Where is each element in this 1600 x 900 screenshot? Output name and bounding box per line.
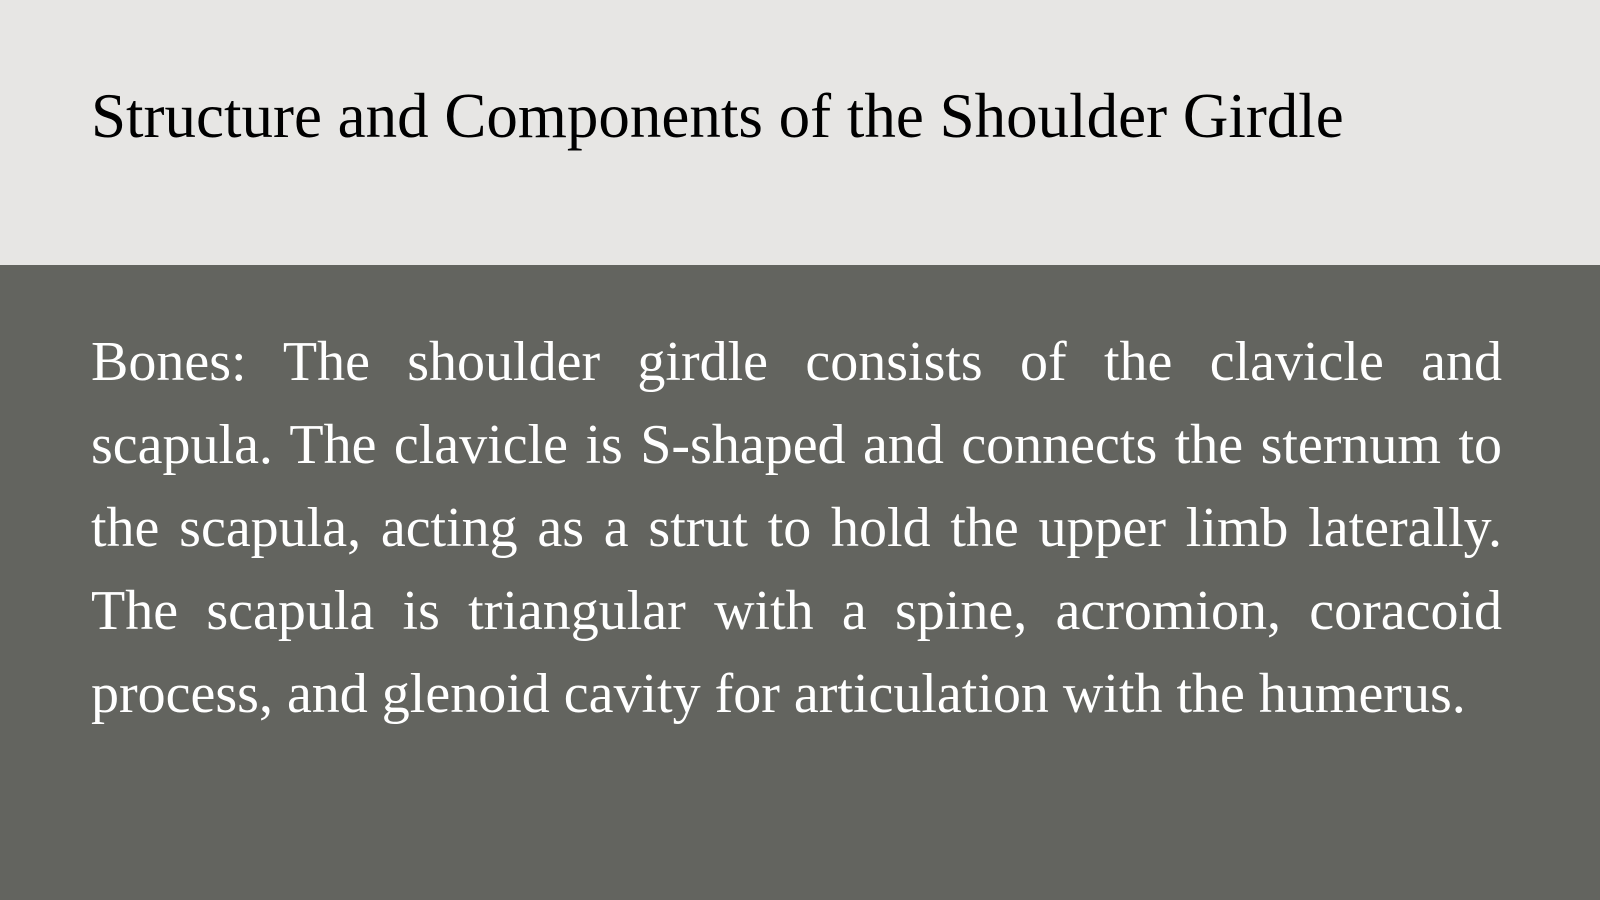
slide-title: Structure and Components of the Shoulder Girdle [91,81,1344,151]
body-paragraph: Bones: The shoulder girdle consists of the clavicle and scapula. The clavicle is S-shaped and connects the sternum to the scapula, acting as a strut to hold the upper limb laterally. The scapula is triangular with a spine, acromion, coracoid process, and glenoid cavity for articulation with the humerus. [91,331,1502,725]
content-band [0,265,1600,900]
title-band [0,0,1600,265]
